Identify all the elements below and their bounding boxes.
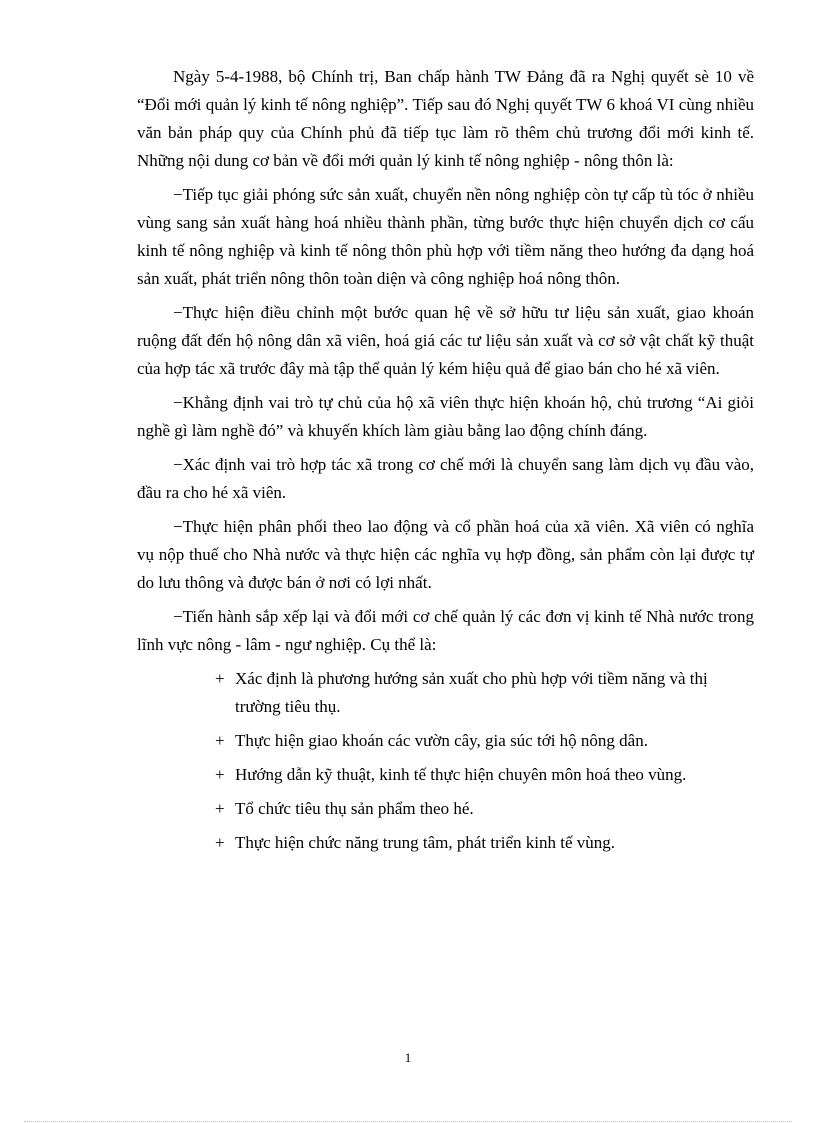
bullet-item-4 [215, 795, 754, 823]
point-paragraph-1: −Tiếp tục giải phóng sức sản xuất, chuyển nền nông nghiệp còn tự cấp tù tóc ở nhiều vùng sang sản xuất hàng hoá nhiều thành phần, từng bước thực hiện chuyển dịch cơ cấu kinh tế nông nghiệp và kinh tế nông thôn phù hợp với tiềm năng theo hướng đa dạng hoá sản xuất, phát triển nông thôn toàn diện và công nghiệp hoá nông thôn. [137, 185, 754, 288]
bullet-text: Hướng dẫn kỹ thuật, kinh tế thực hiện chuyên môn hoá theo vùng. [235, 765, 687, 784]
bullet-text: Thực hiện chức năng trung tâm, phát triển kinh tế vùng. [235, 833, 616, 852]
page-number: 1 [404, 1050, 412, 1065]
bullet-item-3 [215, 761, 754, 789]
point-paragraph-6: −Tiến hành sắp xếp lại và đổi mới cơ chế quản lý các đơn vị kinh tế Nhà nước trong lĩnh vực nông - lâm - ngư nghiệp. Cụ thể là: [137, 607, 754, 654]
bullet-mark: + [215, 833, 225, 852]
point-paragraph-4: −Xác định vai trò hợp tác xã trong cơ chế mới là chuyển sang làm dịch vụ đầu vào, đầu ra cho hé xã viên. [137, 455, 754, 502]
page-bottom-rule [24, 1121, 792, 1122]
bullet-item-2 [215, 727, 754, 755]
bullet-item-1 [215, 665, 754, 721]
bullet-text: Xác định là phương hướng sản xuất cho phù hợp với tiềm năng và thị trường tiêu thụ. [235, 669, 708, 716]
point-paragraph-2: −Thực hiện điều chỉnh một bước quan hệ về sở hữu tư liệu sản xuất, giao khoán ruộng đất đến hộ nông dân xã viên, hoá giá các tư liệu sản xuất và cơ sở vật chất kỹ thuật của hợp tác xã trước đây mà tập thể quản lý kém hiệu quả để giao bán cho hé xã viên. [137, 303, 754, 378]
point-paragraph-3: −Khẳng định vai trò tự chủ của hộ xã viên thực hiện khoán hộ, chủ trương “Ai giỏi nghề gì làm nghề đó” và khuyến khích làm giàu bằng lao động chính đáng. [137, 393, 754, 440]
intro-paragraph: Ngày 5-4-1988, bộ Chính trị, Ban chấp hành TW Đảng đã ra Nghị quyết sè 10 về “Đổi mới quản lý kinh tế nông nghiệp”. Tiếp sau đó Nghị quyết TW 6 khoá VI cùng nhiều văn bản pháp quy của Chính phủ đã tiếp tục làm rõ thêm chủ trương đổi mới kinh tế. Những nội dung cơ bản về đổi mới quản lý kinh tế nông nghiệp - nông thôn là: [137, 67, 754, 170]
bullet-text: Tổ chức tiêu thụ sản phẩm theo hé. [235, 799, 474, 818]
bullet-mark: + [215, 731, 225, 750]
point-paragraph-5: −Thực hiện phân phối theo lao động và cổ phần hoá của xã viên. Xã viên có nghĩa vụ nộp thuế cho Nhà nước và thực hiện các nghĩa vụ hợp đồng, sản phẩm còn lại được tự do lưu thông và được bán ở nơi có lợi nhất. [137, 517, 754, 592]
bullet-mark: + [215, 765, 225, 784]
bullet-item-5 [215, 829, 754, 857]
bullet-mark: + [215, 669, 225, 688]
document-page [137, 63, 754, 863]
bullet-text: Thực hiện giao khoán các vườn cây, gia súc tới hộ nông dân. [235, 731, 648, 750]
bullet-list [137, 665, 754, 857]
bullet-mark: + [215, 799, 225, 818]
